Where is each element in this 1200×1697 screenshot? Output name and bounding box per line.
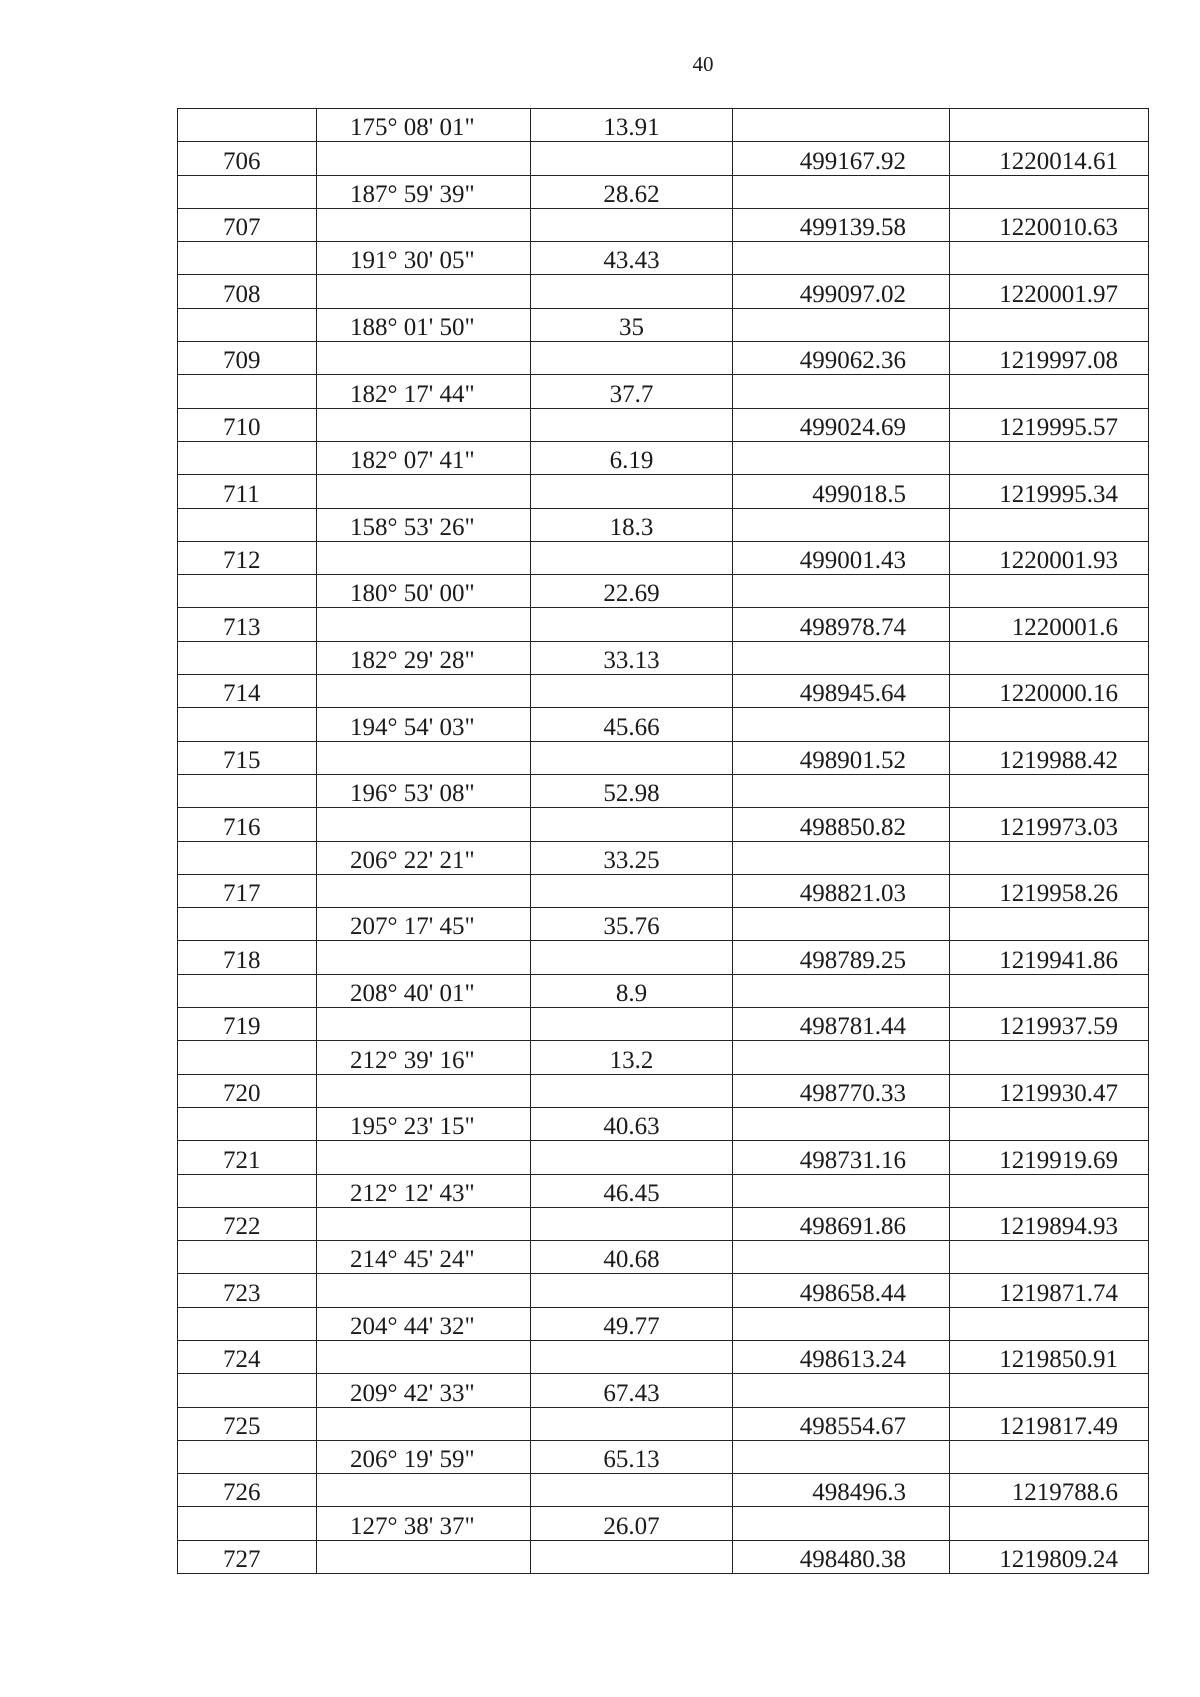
bearing-cell: 195° 23' 15" [317, 1107, 531, 1140]
easting-cell: 1219997.08 [950, 342, 1149, 375]
northing-cell: 499018.5 [733, 475, 950, 508]
bearing-cell [317, 1008, 531, 1041]
easting-cell [950, 175, 1149, 208]
bearing-cell [317, 608, 531, 641]
bearing-cell: 127° 38' 37" [317, 1507, 531, 1540]
station-cell: 719 [178, 1008, 317, 1041]
traverse-leg-row [178, 641, 1149, 674]
station-cell [178, 908, 317, 941]
easting-cell [950, 508, 1149, 541]
station-cell [178, 708, 317, 741]
station-cell: 708 [178, 275, 317, 308]
distance-cell [531, 1407, 733, 1440]
easting-cell: 1219930.47 [950, 1074, 1149, 1107]
distance-cell: 65.13 [531, 1440, 733, 1473]
traverse-leg-row [178, 375, 1149, 408]
northing-cell [733, 375, 950, 408]
station-row [178, 1207, 1149, 1240]
traverse-leg-row [178, 109, 1149, 142]
bearing-cell [317, 741, 531, 774]
distance-cell: 52.98 [531, 774, 733, 807]
traverse-leg-row [178, 1041, 1149, 1074]
easting-cell: 1219788.6 [950, 1474, 1149, 1507]
northing-cell [733, 1507, 950, 1540]
bearing-cell: 212° 39' 16" [317, 1041, 531, 1074]
distance-cell: 45.66 [531, 708, 733, 741]
northing-cell: 498731.16 [733, 1141, 950, 1174]
station-cell [178, 1174, 317, 1207]
distance-cell [531, 1474, 733, 1507]
northing-cell [733, 1174, 950, 1207]
station-row [178, 275, 1149, 308]
northing-cell [733, 308, 950, 341]
easting-cell: 1219817.49 [950, 1407, 1149, 1440]
station-row [178, 1340, 1149, 1373]
distance-cell [531, 142, 733, 175]
distance-cell [531, 1340, 733, 1373]
station-cell: 713 [178, 608, 317, 641]
distance-cell [531, 1274, 733, 1307]
easting-cell [950, 841, 1149, 874]
easting-cell: 1220001.93 [950, 541, 1149, 574]
distance-cell: 28.62 [531, 175, 733, 208]
traverse-leg-row [178, 908, 1149, 941]
bearing-cell: 191° 30' 05" [317, 242, 531, 275]
distance-cell: 35.76 [531, 908, 733, 941]
easting-cell [950, 375, 1149, 408]
distance-cell: 18.3 [531, 508, 733, 541]
easting-cell: 1219937.59 [950, 1008, 1149, 1041]
bearing-cell: 206° 19' 59" [317, 1440, 531, 1473]
easting-cell [950, 774, 1149, 807]
station-cell [178, 575, 317, 608]
traverse-leg-row [178, 441, 1149, 474]
station-row [178, 1008, 1149, 1041]
easting-cell: 1219958.26 [950, 874, 1149, 907]
easting-cell: 1220001.97 [950, 275, 1149, 308]
bearing-cell [317, 1407, 531, 1440]
traverse-leg-row [178, 1107, 1149, 1140]
station-cell [178, 441, 317, 474]
northing-cell: 499024.69 [733, 408, 950, 441]
station-cell: 724 [178, 1340, 317, 1373]
distance-cell: 40.63 [531, 1107, 733, 1140]
bearing-cell: 188° 01' 50" [317, 308, 531, 341]
bearing-cell: 180° 50' 00" [317, 575, 531, 608]
traverse-leg-row [178, 508, 1149, 541]
easting-cell [950, 109, 1149, 142]
northing-cell: 499139.58 [733, 208, 950, 241]
station-cell: 722 [178, 1207, 317, 1240]
distance-cell: 40.68 [531, 1241, 733, 1274]
bearing-cell [317, 475, 531, 508]
station-row [178, 1141, 1149, 1174]
bearing-cell [317, 142, 531, 175]
distance-cell: 6.19 [531, 441, 733, 474]
station-cell: 726 [178, 1474, 317, 1507]
distance-cell: 43.43 [531, 242, 733, 275]
easting-cell: 1220000.16 [950, 675, 1149, 708]
station-row [178, 208, 1149, 241]
station-cell: 712 [178, 541, 317, 574]
easting-cell: 1220014.61 [950, 142, 1149, 175]
distance-cell: 33.25 [531, 841, 733, 874]
northing-cell [733, 1307, 950, 1340]
northing-cell [733, 841, 950, 874]
northing-cell: 498691.86 [733, 1207, 950, 1240]
distance-cell [531, 1207, 733, 1240]
distance-cell [531, 342, 733, 375]
distance-cell: 33.13 [531, 641, 733, 674]
station-row [178, 142, 1149, 175]
bearing-cell: 182° 29' 28" [317, 641, 531, 674]
easting-cell [950, 974, 1149, 1007]
station-cell [178, 242, 317, 275]
station-cell: 711 [178, 475, 317, 508]
station-cell [178, 308, 317, 341]
easting-cell [950, 708, 1149, 741]
station-cell [178, 1041, 317, 1074]
bearing-cell [317, 675, 531, 708]
northing-cell [733, 708, 950, 741]
easting-cell [950, 575, 1149, 608]
distance-cell: 37.7 [531, 375, 733, 408]
bearing-cell [317, 275, 531, 308]
northing-cell: 498945.64 [733, 675, 950, 708]
station-row [178, 1407, 1149, 1440]
page-number: 40 [692, 52, 714, 76]
bearing-cell [317, 1274, 531, 1307]
northing-cell [733, 575, 950, 608]
northing-cell [733, 109, 950, 142]
bearing-cell: 175° 08' 01" [317, 109, 531, 142]
station-cell: 715 [178, 741, 317, 774]
bearing-cell [317, 541, 531, 574]
distance-cell: 35 [531, 308, 733, 341]
distance-cell [531, 208, 733, 241]
easting-cell: 1219995.34 [950, 475, 1149, 508]
traverse-leg-row [178, 1374, 1149, 1407]
northing-cell [733, 242, 950, 275]
northing-cell: 499167.92 [733, 142, 950, 175]
distance-cell [531, 941, 733, 974]
station-cell: 723 [178, 1274, 317, 1307]
station-row [178, 1074, 1149, 1107]
station-row [178, 808, 1149, 841]
northing-cell [733, 1041, 950, 1074]
traverse-leg-row [178, 1507, 1149, 1540]
distance-cell: 8.9 [531, 974, 733, 1007]
bearing-cell [317, 874, 531, 907]
northing-cell: 499097.02 [733, 275, 950, 308]
distance-cell [531, 675, 733, 708]
station-cell [178, 774, 317, 807]
easting-cell: 1220001.6 [950, 608, 1149, 641]
station-row [178, 1474, 1149, 1507]
northing-cell: 498781.44 [733, 1008, 950, 1041]
station-cell [178, 1307, 317, 1340]
station-cell [178, 841, 317, 874]
northing-cell [733, 1440, 950, 1473]
bearing-cell: 206° 22' 21" [317, 841, 531, 874]
bearing-cell [317, 1474, 531, 1507]
station-row [178, 608, 1149, 641]
traverse-leg-row [178, 575, 1149, 608]
northing-cell: 498901.52 [733, 741, 950, 774]
bearing-cell: 204° 44' 32" [317, 1307, 531, 1340]
bearing-cell: 207° 17' 45" [317, 908, 531, 941]
station-cell: 727 [178, 1540, 317, 1573]
bearing-cell: 158° 53' 26" [317, 508, 531, 541]
easting-cell [950, 641, 1149, 674]
station-cell: 709 [178, 342, 317, 375]
easting-cell: 1219809.24 [950, 1540, 1149, 1573]
station-cell: 725 [178, 1407, 317, 1440]
northing-cell: 498789.25 [733, 941, 950, 974]
northing-cell: 499062.36 [733, 342, 950, 375]
easting-cell: 1219871.74 [950, 1274, 1149, 1307]
station-row [178, 408, 1149, 441]
distance-cell: 46.45 [531, 1174, 733, 1207]
bearing-cell [317, 1540, 531, 1573]
easting-cell [950, 242, 1149, 275]
northing-cell [733, 1107, 950, 1140]
distance-cell [531, 874, 733, 907]
station-cell: 716 [178, 808, 317, 841]
northing-cell: 498770.33 [733, 1074, 950, 1107]
easting-cell [950, 308, 1149, 341]
northing-cell [733, 908, 950, 941]
traverse-leg-row [178, 308, 1149, 341]
traverse-leg-row [178, 708, 1149, 741]
station-cell: 710 [178, 408, 317, 441]
northing-cell: 498850.82 [733, 808, 950, 841]
station-row [178, 342, 1149, 375]
station-row [178, 941, 1149, 974]
station-cell: 718 [178, 941, 317, 974]
bearing-cell: 209° 42' 33" [317, 1374, 531, 1407]
easting-cell [950, 441, 1149, 474]
northing-cell [733, 641, 950, 674]
bearing-cell [317, 408, 531, 441]
station-cell [178, 1440, 317, 1473]
station-cell [178, 175, 317, 208]
bearing-cell: 182° 17' 44" [317, 375, 531, 408]
station-cell: 721 [178, 1141, 317, 1174]
distance-cell [531, 1540, 733, 1573]
station-cell [178, 109, 317, 142]
traverse-leg-row [178, 175, 1149, 208]
traverse-leg-row [178, 774, 1149, 807]
distance-cell: 13.2 [531, 1041, 733, 1074]
easting-cell: 1220010.63 [950, 208, 1149, 241]
bearing-cell [317, 1340, 531, 1373]
easting-cell [950, 1307, 1149, 1340]
station-cell: 706 [178, 142, 317, 175]
bearing-cell: 208° 40' 01" [317, 974, 531, 1007]
distance-cell [531, 1008, 733, 1041]
bearing-cell [317, 1074, 531, 1107]
northing-cell: 498496.3 [733, 1474, 950, 1507]
easting-cell: 1219850.91 [950, 1340, 1149, 1373]
station-cell: 720 [178, 1074, 317, 1107]
traverse-leg-row [178, 974, 1149, 1007]
bearing-cell: 187° 59' 39" [317, 175, 531, 208]
northing-cell: 499001.43 [733, 541, 950, 574]
bearing-cell [317, 1141, 531, 1174]
station-cell: 717 [178, 874, 317, 907]
northing-cell: 498613.24 [733, 1340, 950, 1373]
easting-cell: 1219995.57 [950, 408, 1149, 441]
distance-cell [531, 475, 733, 508]
traverse-leg-row [178, 1174, 1149, 1207]
northing-cell [733, 1374, 950, 1407]
traverse-leg-row [178, 242, 1149, 275]
station-row [178, 874, 1149, 907]
easting-cell [950, 1107, 1149, 1140]
bearing-cell [317, 808, 531, 841]
easting-cell: 1219941.86 [950, 941, 1149, 974]
station-cell [178, 1374, 317, 1407]
distance-cell: 67.43 [531, 1374, 733, 1407]
station-cell: 707 [178, 208, 317, 241]
northing-cell: 498821.03 [733, 874, 950, 907]
easting-cell: 1219973.03 [950, 808, 1149, 841]
easting-cell [950, 1507, 1149, 1540]
traverse-leg-row [178, 1241, 1149, 1274]
distance-cell [531, 1074, 733, 1107]
traverse-leg-row [178, 841, 1149, 874]
easting-cell [950, 908, 1149, 941]
station-cell: 714 [178, 675, 317, 708]
northing-cell [733, 175, 950, 208]
bearing-cell [317, 941, 531, 974]
bearing-cell: 212° 12' 43" [317, 1174, 531, 1207]
traverse-leg-row [178, 1307, 1149, 1340]
station-row [178, 675, 1149, 708]
northing-cell: 498978.74 [733, 608, 950, 641]
distance-cell [531, 808, 733, 841]
station-row [178, 541, 1149, 574]
station-row [178, 475, 1149, 508]
bearing-cell [317, 342, 531, 375]
distance-cell [531, 608, 733, 641]
distance-cell: 26.07 [531, 1507, 733, 1540]
station-row [178, 1540, 1149, 1573]
distance-cell [531, 408, 733, 441]
survey-coordinates-table [177, 108, 1149, 1574]
northing-cell [733, 508, 950, 541]
bearing-cell: 194° 54' 03" [317, 708, 531, 741]
northing-cell: 498554.67 [733, 1407, 950, 1440]
bearing-cell: 214° 45' 24" [317, 1241, 531, 1274]
distance-cell: 49.77 [531, 1307, 733, 1340]
easting-cell: 1219919.69 [950, 1141, 1149, 1174]
distance-cell: 13.91 [531, 109, 733, 142]
northing-cell [733, 974, 950, 1007]
northing-cell [733, 441, 950, 474]
station-cell [178, 508, 317, 541]
station-cell [178, 974, 317, 1007]
bearing-cell: 182° 07' 41" [317, 441, 531, 474]
northing-cell: 498658.44 [733, 1274, 950, 1307]
easting-cell [950, 1241, 1149, 1274]
easting-cell: 1219894.93 [950, 1207, 1149, 1240]
station-cell [178, 1507, 317, 1540]
northing-cell [733, 774, 950, 807]
easting-cell [950, 1440, 1149, 1473]
distance-cell [531, 741, 733, 774]
distance-cell [531, 541, 733, 574]
station-cell [178, 1107, 317, 1140]
station-row [178, 741, 1149, 774]
bearing-cell [317, 208, 531, 241]
easting-cell [950, 1041, 1149, 1074]
bearing-cell [317, 1207, 531, 1240]
traverse-leg-row [178, 1440, 1149, 1473]
easting-cell [950, 1374, 1149, 1407]
easting-cell [950, 1174, 1149, 1207]
distance-cell [531, 275, 733, 308]
northing-cell [733, 1241, 950, 1274]
bearing-cell: 196° 53' 08" [317, 774, 531, 807]
station-cell [178, 375, 317, 408]
station-cell [178, 1241, 317, 1274]
table-body [178, 109, 1149, 1574]
easting-cell: 1219988.42 [950, 741, 1149, 774]
station-cell [178, 641, 317, 674]
northing-cell: 498480.38 [733, 1540, 950, 1573]
distance-cell: 22.69 [531, 575, 733, 608]
distance-cell [531, 1141, 733, 1174]
station-row [178, 1274, 1149, 1307]
